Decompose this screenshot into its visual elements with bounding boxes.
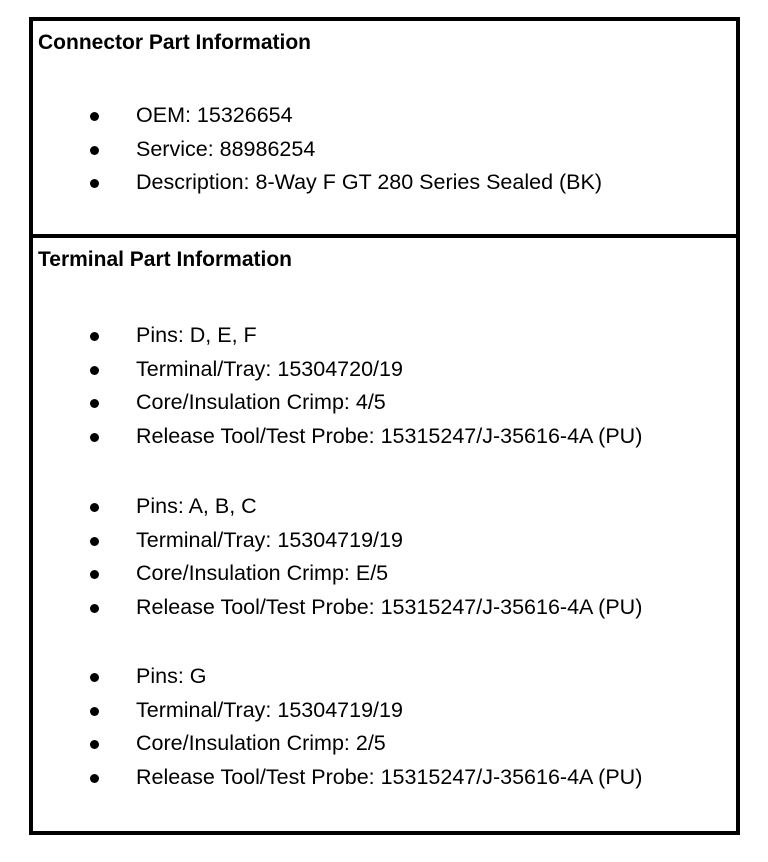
list-item (33, 386, 642, 420)
terminal-crimp: Core/Insulation Crimp: E/5 (136, 561, 389, 586)
bullet-icon (90, 570, 99, 579)
bullet-icon (90, 604, 99, 613)
list-item (33, 133, 602, 167)
bullet-icon (90, 146, 99, 155)
terminal-group-1 (33, 319, 642, 453)
terminal-pins: Pins: D, E, F (136, 323, 257, 347)
bullet-icon (90, 707, 99, 716)
list-item (33, 319, 642, 353)
list-item (33, 727, 642, 761)
list-item (33, 557, 642, 591)
list-item (33, 353, 642, 387)
bullet-icon (90, 366, 99, 375)
terminal-part-information-section (33, 238, 736, 831)
list-item (33, 99, 602, 133)
bullet-icon (90, 740, 99, 749)
list-item (33, 420, 642, 454)
bullet-icon (90, 537, 99, 546)
connector-service: Service: 88986254 (136, 136, 316, 161)
terminal-crimp: Core/Insulation Crimp: 2/5 (136, 731, 386, 756)
bullet-icon (90, 112, 99, 121)
list-item (33, 591, 642, 625)
terminal-group-3 (33, 660, 642, 794)
part-information-table (29, 17, 740, 835)
terminal-tray: Terminal/Tray: 15304720/19 (136, 356, 403, 381)
terminal-release-tool: Release Tool/Test Probe: 15315247/J-35616-4A (PU) (136, 764, 643, 789)
bullet-icon (90, 433, 99, 442)
bullet-icon (90, 399, 99, 408)
bullet-icon (90, 774, 99, 783)
list-item (33, 524, 642, 558)
list-item (33, 490, 642, 524)
list-item (33, 761, 642, 795)
list-item (33, 694, 642, 728)
terminal-tray: Terminal/Tray: 15304719/19 (136, 527, 403, 552)
bullet-icon (90, 179, 99, 188)
connector-oem: OEM: 15326654 (136, 103, 293, 127)
list-item (33, 166, 602, 200)
bullet-icon (90, 673, 99, 682)
connector-part-information-section (33, 21, 736, 238)
terminal-release-tool: Release Tool/Test Probe: 15315247/J-35616-4A (PU) (136, 423, 643, 448)
terminal-section-title: Terminal Part Information (38, 248, 292, 271)
terminal-release-tool: Release Tool/Test Probe: 15315247/J-35616-4A (PU) (136, 594, 643, 619)
connector-info-list (33, 99, 602, 200)
terminal-pins: Pins: G (136, 664, 207, 688)
terminal-pins: Pins: A, B, C (136, 494, 257, 518)
bullet-icon (90, 503, 99, 512)
terminal-tray: Terminal/Tray: 15304719/19 (136, 697, 403, 722)
terminal-crimp: Core/Insulation Crimp: 4/5 (136, 390, 386, 415)
connector-description: Description: 8-Way F GT 280 Series Sealed (BK) (136, 170, 603, 195)
list-item (33, 660, 642, 694)
connector-section-title: Connector Part Information (38, 31, 312, 54)
bullet-icon (90, 332, 99, 341)
terminal-group-2 (33, 490, 642, 624)
